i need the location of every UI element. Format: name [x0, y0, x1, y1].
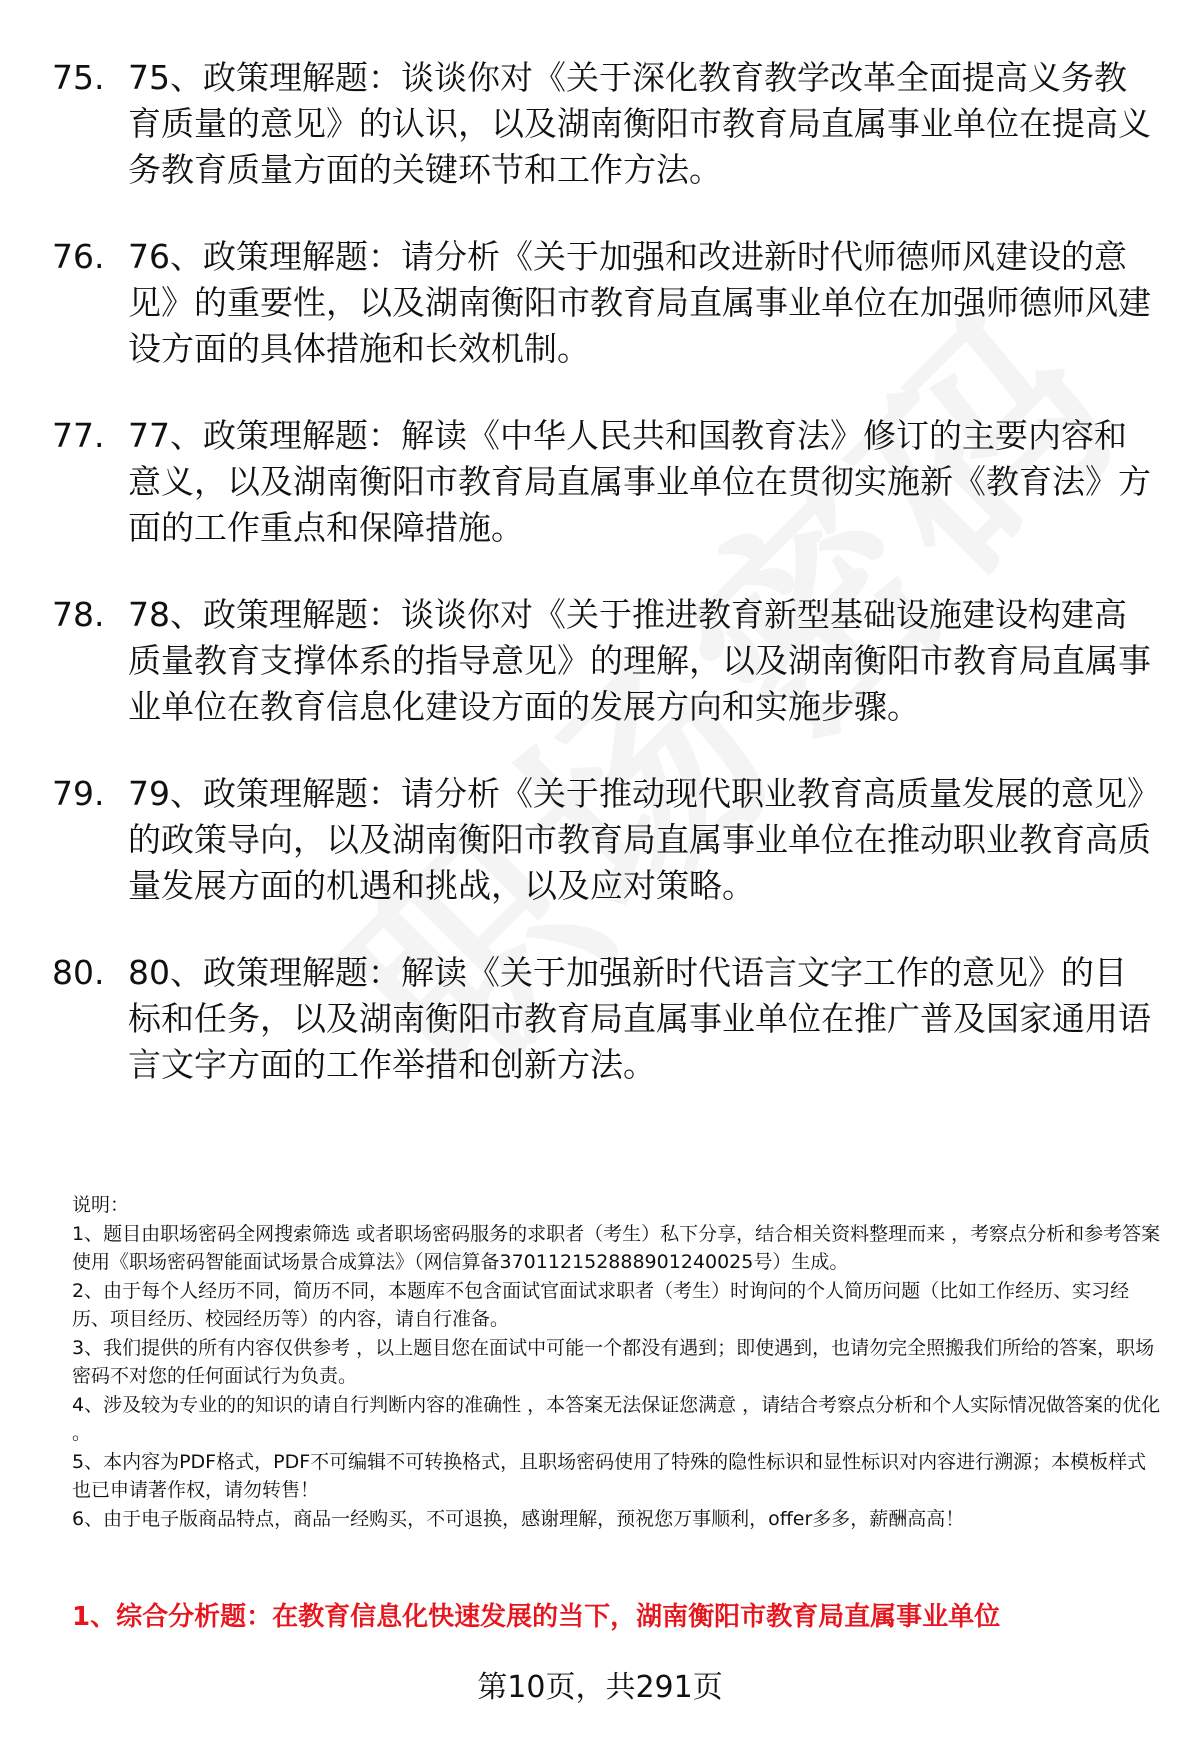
- question-item: [52, 771, 1152, 909]
- next-question-heading: 1、综合分析题：在教育信息化快速发展的当下，湖南衡阳市教育局直属事业单位: [72, 1602, 1001, 1632]
- notes-heading: 说明：: [72, 1194, 130, 1216]
- page-number: 第10页，共291页: [477, 1670, 723, 1705]
- question-item: [52, 950, 1152, 1088]
- question-text: 76、政策理解题：请分析《关于加强和改进新时代师德师风建设的意见》的重要性，以及湖南衡阳市教育局直属事业单位在加强师德师风建设方面的具体措施和长效机制。: [128, 237, 1151, 368]
- question-item: [52, 55, 1152, 193]
- question-text: 79、政策理解题：请分析《关于推动现代职业教育高质量发展的意见》的政策导向，以及湖南衡阳市教育局直属事业单位在推动职业教育高质量发展方面的机遇和挑战，以及应对策略。: [128, 774, 1151, 905]
- question-number: 78.: [52, 595, 105, 634]
- question-number: 76.: [52, 237, 105, 276]
- question-number: 79.: [52, 774, 105, 813]
- question-number: 75.: [52, 58, 105, 97]
- question-number: 80.: [52, 953, 105, 992]
- note-line: 3、我们提供的所有内容仅供参考 ，以上题目您在面试中可能一个都没有遇到；即使遇到，也请勿完全照搬我们所给的答案，职场密码不对您的任何面试行为负责。: [72, 1336, 1155, 1387]
- question-number: 77.: [52, 416, 105, 455]
- question-text: 75、政策理解题：谈谈你对《关于深化教育教学改革全面提高义务教育质量的意见》的认识，以及湖南衡阳市教育局直属事业单位在提高义务教育质量方面的关键环节和工作方法。: [128, 58, 1151, 189]
- note-line: 1、题目由职场密码全网搜索筛选 或者职场密码服务的求职者（考生）私下分享，结合相关资料整理而来 ，考察点分析和参考答案使用《职场密码智能面试场景合成算法》（网信算备370112152888901240025号）生成。: [72, 1222, 1161, 1273]
- question-item: [52, 413, 1152, 551]
- note-line: 2、由于每个人经历不同，简历不同，本题库不包含面试官面试求职者（考生）时询问的个人简历问题（比如工作经历、实习经历、项目经历、校园经历等）的内容，请自行准备。: [72, 1279, 1130, 1330]
- question-text: 78、政策理解题：谈谈你对《关于推进教育新型基础设施建设构建高质量教育支撑体系的指导意见》的理解，以及湖南衡阳市教育局直属事业单位在教育信息化建设方面的发展方向和实施步骤。: [128, 595, 1151, 726]
- note-line: 6、由于电子版商品特点，商品一经购买，不可退换，感谢理解，预祝您万事顺利，offer多多，薪酬高高！: [72, 1507, 965, 1530]
- question-text: 80、政策理解题：解读《关于加强新时代语言文字工作的意见》的目标和任务，以及湖南衡阳市教育局直属事业单位在推广普及国家通用语言文字方面的工作举措和创新方法。: [128, 953, 1151, 1084]
- notes-section: [72, 1191, 1162, 1533]
- note-line: 4、涉及较为专业的的知识的请自行判断内容的准确性 ，本答案无法保证您满意 ，请结合考察点分析和个人实际情况做答案的优化 。: [72, 1393, 1161, 1444]
- question-list: [52, 55, 1152, 1129]
- question-item: [52, 592, 1152, 730]
- question-item: [52, 234, 1152, 372]
- note-line: 5、本内容为PDF格式，PDF不可编辑不可转换格式，且职场密码使用了特殊的隐性标识和显性标识对内容进行溯源；本模板样式也已申请著作权，请勿转售！: [72, 1450, 1147, 1501]
- question-text: 77、政策理解题：解读《中华人民共和国教育法》修订的主要内容和意义，以及湖南衡阳市教育局直属事业单位在贯彻实施新《教育法》方面的工作重点和保障措施。: [128, 416, 1151, 547]
